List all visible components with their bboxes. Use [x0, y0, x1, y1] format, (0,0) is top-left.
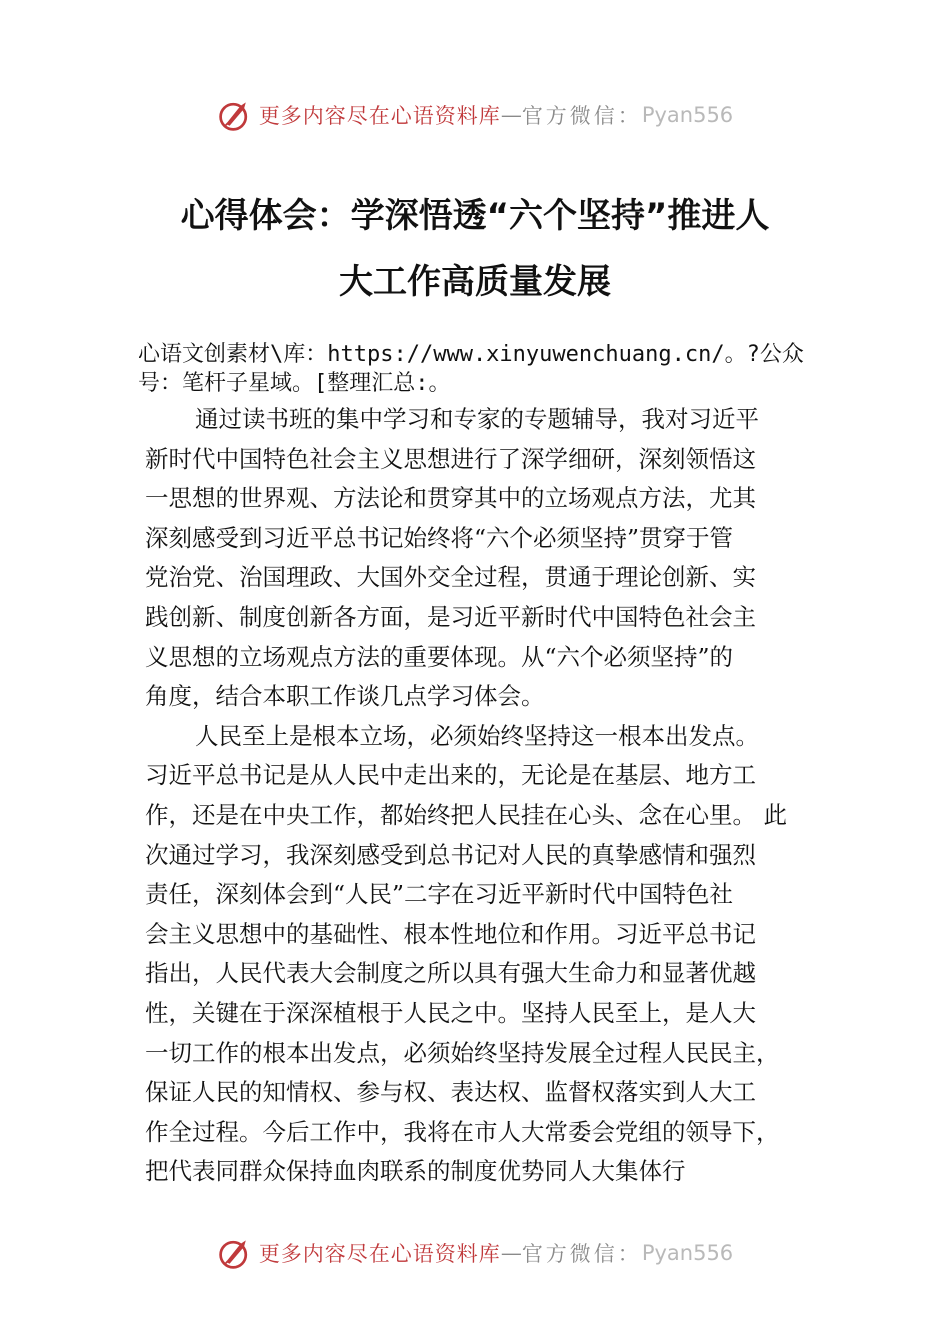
paragraph-line: 人民至上是根本立场，必须始终坚持这一根本出发点。 — [195, 721, 759, 750]
paragraph-line: 深刻感受到习近平总书记始终将“六个必须坚持”贯穿于管 — [145, 523, 734, 552]
paragraph-line: 新时代中国特色社会主义思想进行了深学细研，深刻领悟这 — [145, 444, 756, 473]
banner-wechat-id: Pyan556 — [641, 103, 734, 127]
banner-separator: — — [500, 1241, 522, 1265]
document-body — [145, 400, 815, 1192]
paragraph-line: 一切工作的根本出发点，必须始终坚持发展全过程人民民主， — [145, 1038, 780, 1067]
source-line: 心语文创素材\库：https://www.xinyuwenchuang.cn/。?公众 — [138, 342, 804, 367]
paragraph-line: 性，关键在于深深植根于人民之中。坚持人民至上，是人大 — [145, 998, 756, 1027]
paragraph-line: 把代表同群众保持血肉联系的制度优势同人大集体行 — [145, 1157, 686, 1186]
paragraph-line: 会主义思想中的基础性、根本性地位和作用。习近平总书记 — [145, 919, 756, 948]
paragraph-line: 作，还是在中央工作，都始终把人民挂在心头、念在心里。 此 — [145, 800, 787, 829]
banner-wechat-label: 官方微信： — [521, 1242, 642, 1266]
banner-separator: — — [500, 103, 522, 127]
pen-logo-icon — [217, 1235, 253, 1271]
document-title-line-1: 心得体会：学深悟透“六个坚持”推进人 — [180, 196, 770, 236]
paragraph-line: 通过读书班的集中学习和专家的专题辅导，我对习近平 — [195, 405, 759, 433]
document-title-line-2: 大工作高质量发展 — [339, 262, 611, 302]
footer-banner — [0, 1233, 950, 1273]
source-line: 号：笔杆子星域。[整理汇总:。 — [138, 371, 451, 396]
paragraph-line: 义思想的立场观点方法的重要体现。从“六个必须坚持”的 — [145, 642, 734, 671]
paragraph-line: 保证人民的知情权、参与权、表达权、监督权落实到人大工 — [145, 1078, 756, 1107]
paragraph-line: 党治党、治国理政、大国外交全过程，贯通于理论创新、实 — [145, 563, 756, 592]
paragraph-line: 次通过学习，我深刻感受到总书记对人民的真挚感情和强烈 — [145, 840, 756, 869]
pen-logo-icon — [217, 97, 253, 133]
banner-text: 更多内容尽在心语资料库 — [258, 104, 501, 128]
paragraph-line: 一思想的世界观、方法论和贯穿其中的立场观点方法，尤其 — [145, 484, 756, 513]
banner-text: 更多内容尽在心语资料库 — [258, 1242, 501, 1266]
banner-wechat-id: Pyan556 — [641, 1241, 734, 1265]
header-banner — [0, 95, 950, 135]
source-note — [138, 340, 838, 398]
paragraph-line: 践创新、制度创新各方面，是习近平新时代中国特色社会主 — [145, 602, 756, 631]
banner-wechat-label: 官方微信： — [521, 104, 642, 128]
paragraph-line: 习近平总书记是从人民中走出来的，无论是在基层、地方工 — [145, 761, 756, 790]
paragraph-line: 角度，结合本职工作谈几点学习体会。 — [145, 682, 545, 711]
paragraph-line: 指出，人民代表大会制度之所以具有强大生命力和显著优越 — [145, 959, 756, 988]
paragraph-line: 责任，深刻体会到“人民”二字在习近平新时代中国特色社 — [145, 880, 734, 909]
paragraph-line: 作全过程。今后工作中，我将在市人大常委会党组的领导下， — [145, 1117, 780, 1146]
